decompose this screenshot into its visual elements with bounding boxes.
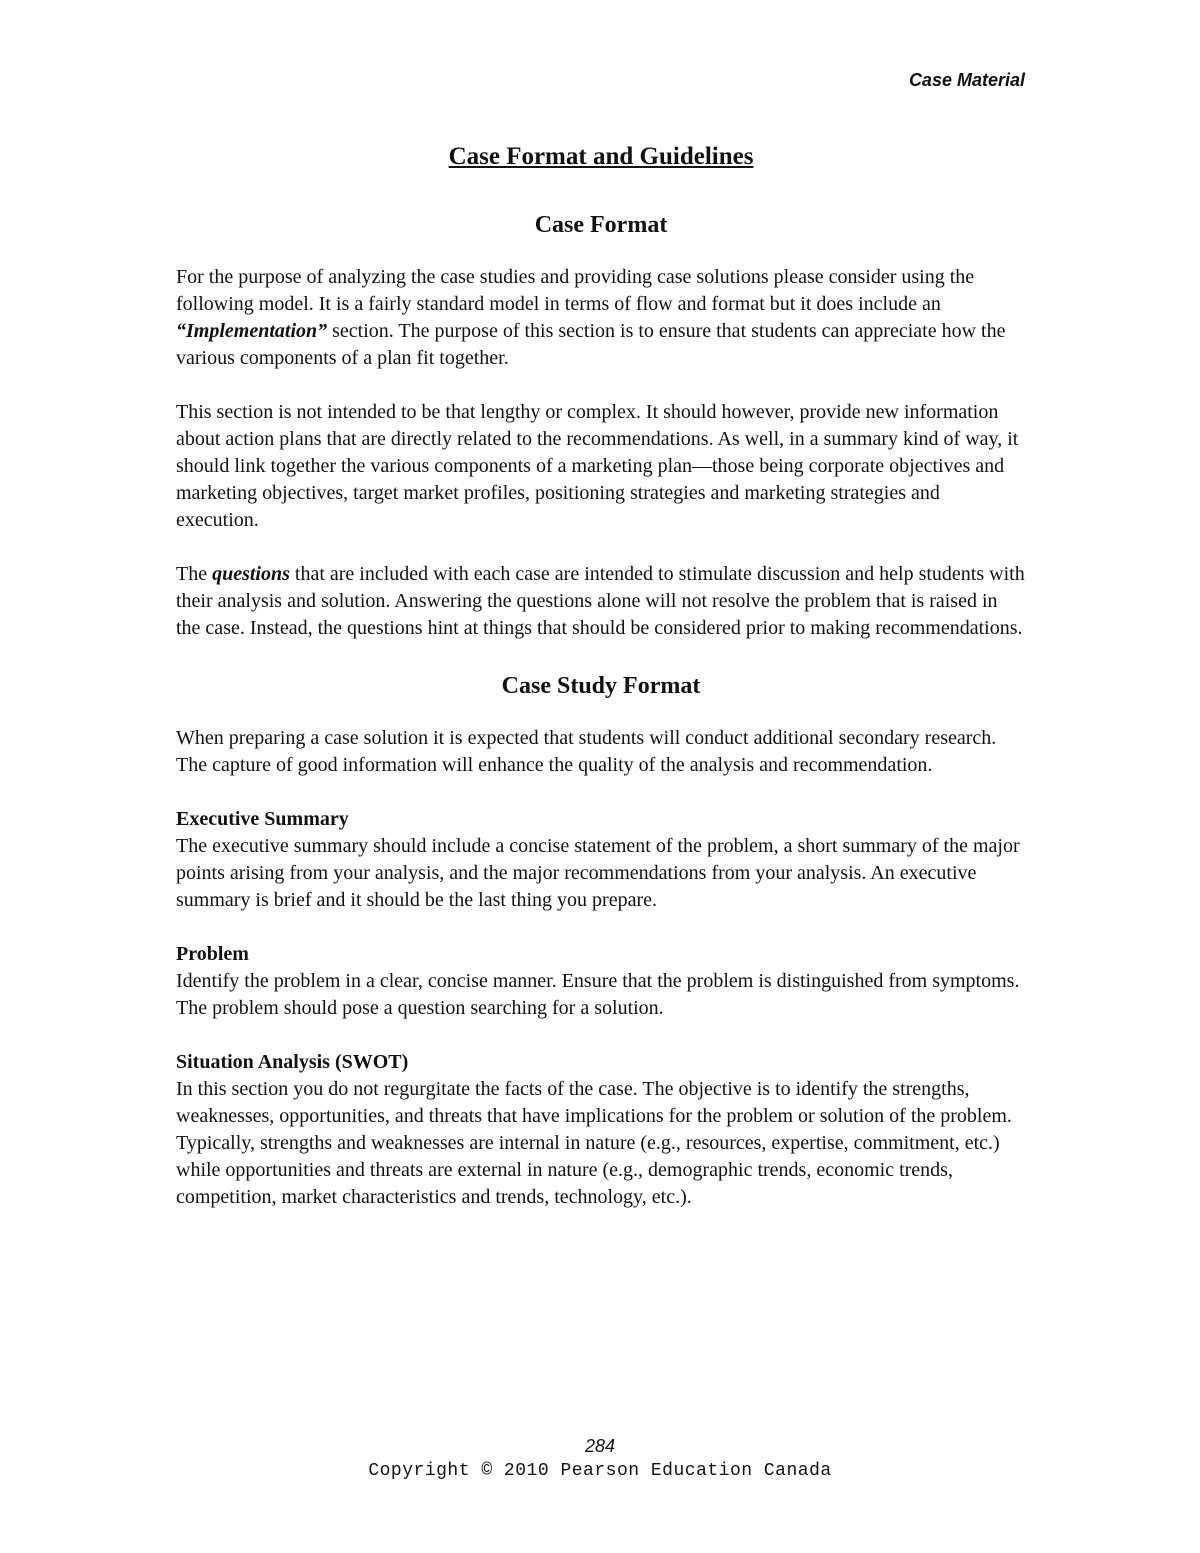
page-number: 284 — [584, 1436, 616, 1456]
paragraph-questions-text-1: The — [176, 563, 213, 585]
paragraph-questions-text-2: that are included with each case are intended to stimulate discussion and help students with their analysis and solution. Answering the questions alone will not resolve the problem that is raised in the case. Instead, the questions hint at things that should be considered prior to making recommendations. — [176, 563, 1025, 639]
subsection-heading: Situation Analysis (SWOT) — [176, 1051, 409, 1073]
paragraph-purpose — [176, 264, 1026, 372]
section-heading-case-study-format: Case Study Format — [501, 673, 701, 699]
subsection-body: Identify the problem in a clear, concise manner. Ensure that the problem is distinguished from symptoms. The problem should pose a question searching for a solution. — [176, 970, 1020, 1019]
paragraph-research-intro: When preparing a case solution it is expected that students will conduct additional secondary research. The capture of good information will enhance the quality of the analysis and recommendation. — [176, 727, 997, 776]
running-header: Case Material — [908, 70, 1025, 90]
section-heading-case-format: Case Format — [534, 212, 668, 238]
paragraph-section-length: This section is not intended to be that lengthy or complex. It should however, provide new information about action plans that are directly related to the recommendations. As well, in a summary kind of way, it should link together the various components of a marketing plan—those being corporate objectives and marketing objectives, target market profiles, positioning strategies and marketing strategies and execution. — [176, 401, 1019, 531]
subsection-body: The executive summary should include a concise statement of the problem, a short summary of the major points arising from your analysis, and the major recommendations from your analysis. An executive summary is brief and it should be the last thing you prepare. — [176, 835, 1020, 911]
subsection-heading: Problem — [176, 943, 249, 965]
paragraph-purpose-text-2: section. The purpose of this section is to ensure that students can appreciate how the various components of a plan fit together. — [176, 320, 1006, 369]
subsection-heading: Executive Summary — [176, 808, 349, 830]
document-title: Case Format and Guidelines — [448, 143, 754, 170]
paragraph-purpose-text-1: For the purpose of analyzing the case studies and providing case solutions please consider using the following model. It is a fairly standard model in terms of flow and format but it does include an — [176, 266, 975, 315]
subsection-executive-summary — [176, 806, 1026, 914]
implementation-emphasis: “Implementation” — [176, 320, 328, 342]
subsection-problem — [176, 941, 1026, 1022]
subsection-situation-analysis — [176, 1049, 1026, 1211]
copyright-notice: Copyright © 2010 Pearson Education Canada — [368, 1461, 832, 1481]
subsection-body: In this section you do not regurgitate the facts of the case. The objective is to identify the strengths, weaknesses, opportunities, and threats that have implications for the problem or solution of the problem. Typically, strengths and weaknesses are internal in nature (e.g., resources, expertise, commitment, etc.) while opportunities and threats are external in nature (e.g., demographic trends, economic trends, competition, market characteristics and trends, technology, etc.). — [176, 1078, 1012, 1208]
paragraph-questions — [176, 561, 1026, 642]
questions-emphasis: questions — [212, 563, 290, 585]
document-body — [176, 140, 1026, 1238]
